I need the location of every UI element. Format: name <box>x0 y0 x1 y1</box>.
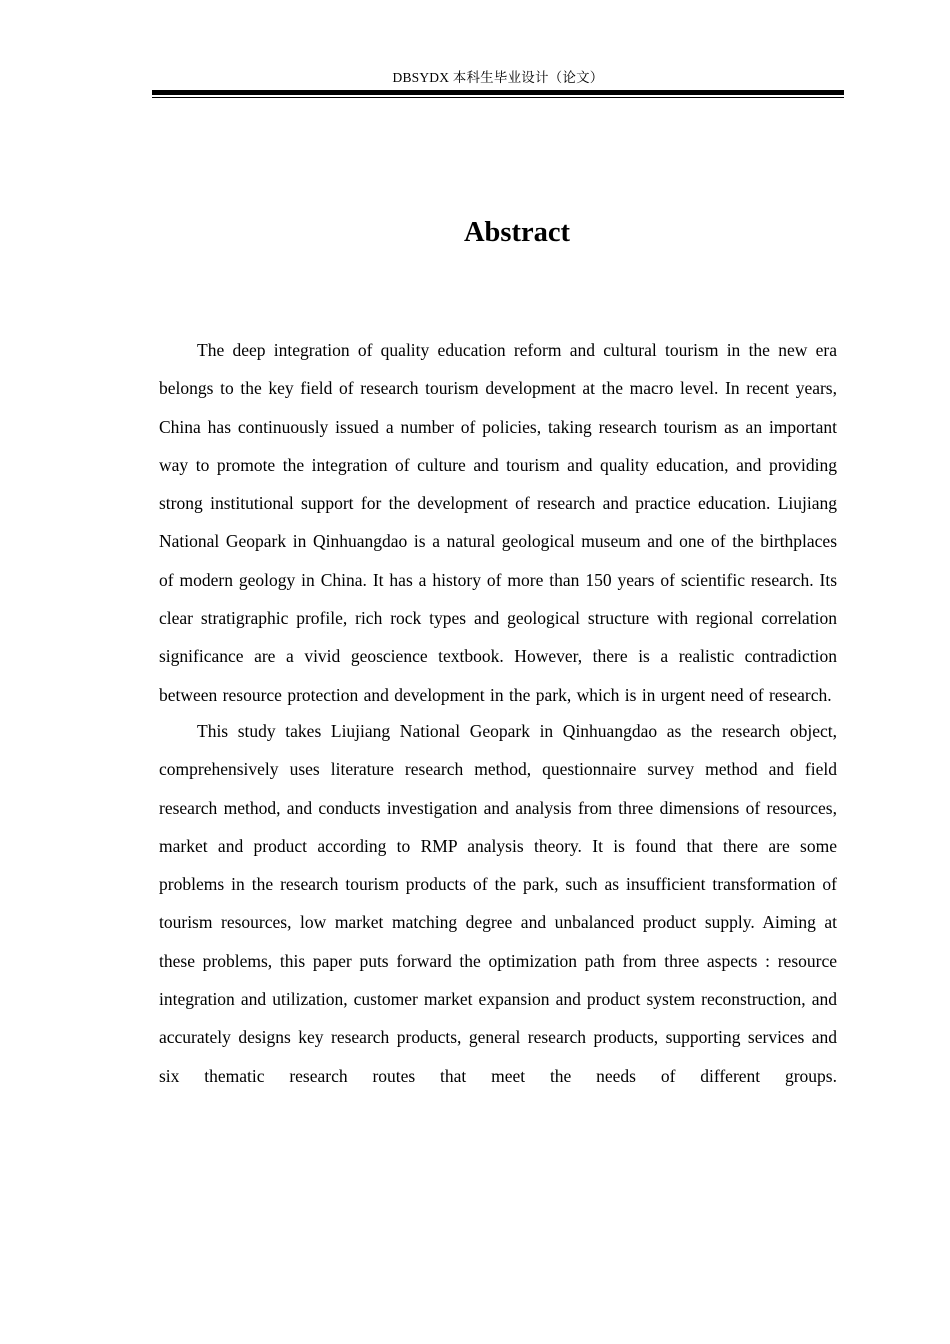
abstract-paragraph-2: This study takes Liujiang National Geopark in Qinhuangdao as the research object, comprehensively uses literature research method, questionnaire survey method and field research method, and conducts investigation and analysis from three dimensions of resources, market and product according to RMP analysis theory. It is found that there are some problems in the research tourism products of the park, such as insufficient transformation of tourism resources, low market matching degree and unbalanced product supply. Aiming at these problems, this paper puts forward the optimization path from three aspects : resource integration and utilization, customer market expansion and product system reconstruction, and accurately designs key research products, general research products, supporting services and six thematic research routes that meet the needs of different groups. <box>159 720 837 1086</box>
abstract-body <box>159 331 837 1095</box>
header-rule <box>152 90 844 98</box>
abstract-paragraph-1: The deep integration of quality education reform and cultural tourism in the new era belongs to the key field of research tourism development at the macro level. In recent years, China has continuously issued a number of policies, taking research tourism as an important way to promote the integration of culture and tourism and quality education, and providing strong institutional support for the development of research and practice education. Liujiang National Geopark in Qinhuangdao is a natural geological museum and one of the birthplaces of modern geology in China. It has a history of more than 150 years of scientific research. Its clear stratigraphic profile, rich rock types and geological structure with regional correlation significance are a vivid geoscience textbook. However, there is a realistic contradiction between resource protection and development in the park, which is in urgent need of research. <box>159 340 837 705</box>
running-header: DBSYDX 本科生毕业设计（论文） <box>392 70 604 85</box>
page-title: Abstract <box>463 217 571 248</box>
